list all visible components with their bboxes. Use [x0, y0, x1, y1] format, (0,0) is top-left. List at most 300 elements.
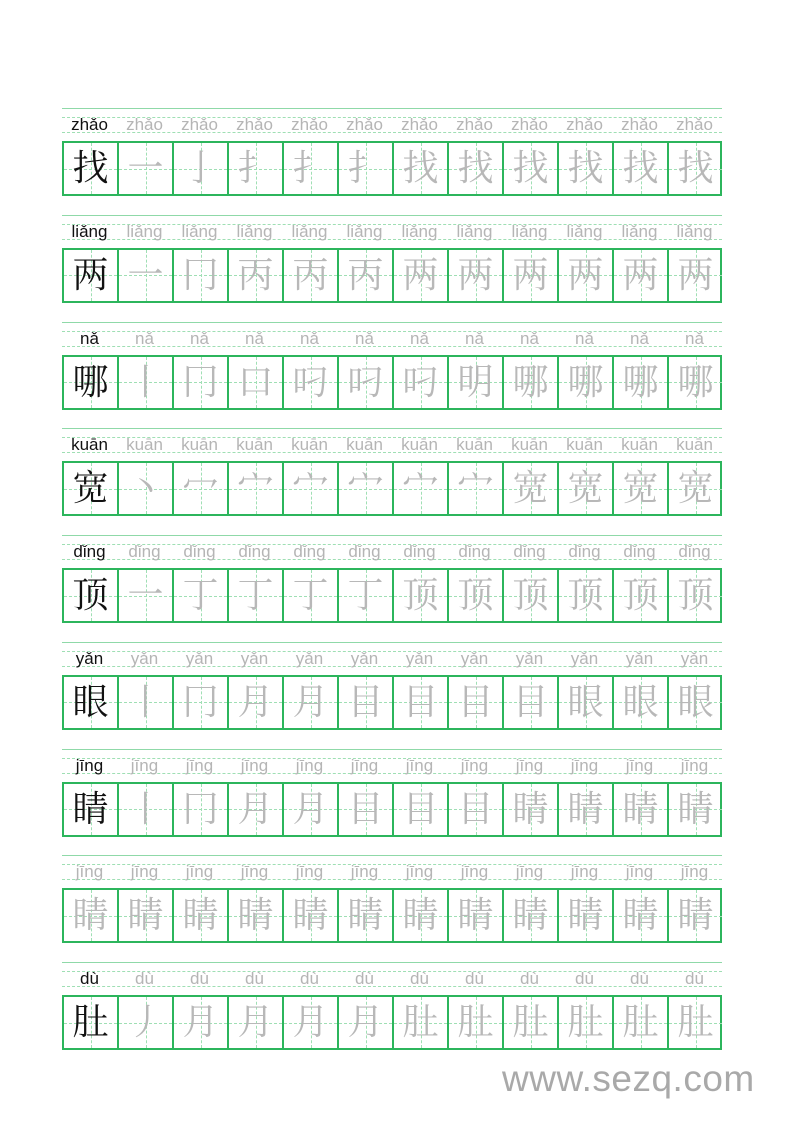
pinyin-top-line — [62, 642, 722, 643]
stroke-order-cell — [502, 143, 557, 194]
stroke-order-character: 睛 — [512, 788, 549, 830]
character-grid — [62, 141, 722, 196]
pinyin-trace: dù — [465, 969, 484, 988]
stroke-order-character: 睛 — [677, 788, 714, 830]
pinyin-trace: dǐng — [128, 542, 161, 561]
stroke-order-cell — [227, 677, 282, 728]
pinyin-trace: dù — [355, 969, 374, 988]
stroke-order-character: 明 — [457, 361, 494, 403]
stroke-order-character: 眼 — [567, 681, 604, 723]
stroke-order-character: 眼 — [622, 681, 659, 723]
character-grid — [62, 355, 722, 410]
stroke-order-cell — [172, 677, 227, 728]
stroke-order-cell — [227, 570, 282, 621]
stroke-order-character: 睛 — [347, 895, 384, 937]
pinyin-trace: zhǎo — [456, 115, 493, 134]
watermark: www.sezq.com — [502, 1058, 755, 1099]
stroke-order-cell — [502, 997, 557, 1048]
practice-row — [62, 428, 722, 517]
pinyin-trace: jīng — [240, 862, 269, 882]
pinyin-trace: yǎn — [680, 648, 709, 668]
pinyin-trace: nǎ — [575, 328, 594, 348]
pinyin-trace: nǎ — [410, 328, 429, 348]
stroke-order-cell — [227, 784, 282, 835]
stroke-order-cell — [392, 143, 447, 194]
pinyin-trace: nǎ — [245, 328, 264, 348]
stroke-order-cell — [502, 570, 557, 621]
character-grid — [62, 675, 722, 730]
model-character: 宽 — [72, 468, 109, 510]
pinyin-trace: kuān — [511, 435, 548, 455]
pinyin-top-line — [62, 749, 722, 750]
stroke-order-cell — [392, 890, 447, 941]
pinyin-trace: nǎ — [685, 328, 704, 348]
stroke-order-cell — [667, 250, 722, 301]
model-character: 睛 — [72, 788, 109, 830]
stroke-order-cell — [337, 997, 392, 1048]
stroke-order-character: 丿 — [127, 1002, 164, 1043]
pinyin-trace: jīng — [625, 862, 654, 882]
pinyin-trace: jīng — [405, 862, 434, 882]
stroke-order-character: 睛 — [567, 895, 604, 937]
pinyin-trace: liǎng — [456, 221, 493, 241]
stroke-order-cell — [172, 570, 227, 621]
stroke-order-cell — [612, 890, 667, 941]
practice-row — [62, 642, 722, 731]
stroke-order-cell — [502, 890, 557, 941]
pinyin-trace: yǎn — [460, 648, 489, 668]
stroke-order-cell — [282, 250, 337, 301]
pinyin-trace: liǎng — [291, 221, 328, 241]
stroke-order-cell — [172, 143, 227, 194]
stroke-order-cell — [447, 143, 502, 194]
stroke-order-character: 月 — [237, 1002, 274, 1043]
pinyin-trace: kuān — [456, 435, 493, 455]
pinyin-trace: nǎ — [630, 328, 649, 348]
pinyin-trace: zhǎo — [126, 115, 163, 134]
stroke-order-character: 肚 — [677, 1002, 714, 1043]
stroke-order-cell — [172, 357, 227, 408]
stroke-order-character: 找 — [622, 148, 659, 189]
pinyin-trace: jīng — [625, 755, 654, 775]
pinyin-trace: dǐng — [568, 542, 601, 561]
stroke-order-cell — [502, 784, 557, 835]
stroke-order-character: 叼 — [292, 361, 329, 403]
pinyin-top-line — [62, 855, 722, 856]
pinyin-top-line — [62, 962, 722, 963]
stroke-order-cell — [337, 890, 392, 941]
pinyin-label: nǎ — [80, 328, 99, 348]
pinyin-trace: jīng — [515, 862, 544, 882]
pinyin-trace: jīng — [295, 862, 324, 882]
pinyin-trace: dù — [630, 969, 649, 988]
stroke-order-cell — [282, 357, 337, 408]
pinyin-trace: nǎ — [135, 328, 154, 348]
stroke-order-character: 月 — [292, 788, 329, 830]
pinyin-trace: dǐng — [238, 542, 271, 561]
character-grid — [62, 782, 722, 837]
pinyin-trace: jīng — [130, 755, 159, 775]
stroke-order-cell — [172, 997, 227, 1048]
stroke-order-cell — [337, 463, 392, 514]
stroke-order-cell — [447, 357, 502, 408]
stroke-order-cell — [612, 570, 667, 621]
pinyin-trace: liǎng — [566, 221, 603, 241]
pinyin-trace: liǎng — [346, 221, 383, 241]
pinyin-label: zhǎo — [71, 115, 108, 134]
stroke-order-character: 肚 — [512, 1002, 549, 1043]
stroke-order-cell — [612, 250, 667, 301]
pinyin-trace: kuān — [346, 435, 383, 455]
stroke-order-cell — [447, 570, 502, 621]
pinyin-trace: nǎ — [355, 328, 374, 348]
pinyin-trace: dù — [245, 969, 264, 988]
stroke-order-character: 睛 — [237, 895, 274, 937]
pinyin-trace: dǐng — [403, 542, 436, 561]
stroke-order-cell — [392, 250, 447, 301]
stroke-order-cell — [612, 784, 667, 835]
pinyin-trace: yǎn — [515, 648, 544, 668]
stroke-order-character: 亅 — [182, 148, 219, 189]
pinyin-trace: jīng — [130, 862, 159, 882]
stroke-order-character: 睛 — [512, 895, 549, 937]
stroke-order-character: 找 — [677, 148, 714, 189]
stroke-order-character: 一 — [127, 575, 164, 616]
pinyin-trace: nǎ — [190, 328, 209, 348]
stroke-order-character: 睛 — [402, 895, 439, 937]
pinyin-trace: dǐng — [678, 542, 711, 561]
pinyin-label: liǎng — [71, 221, 108, 241]
stroke-order-character: 月 — [182, 1002, 219, 1043]
stroke-order-cell — [172, 784, 227, 835]
stroke-order-cell — [337, 570, 392, 621]
pinyin-row — [62, 539, 722, 565]
pinyin-trace: liǎng — [621, 221, 658, 241]
stroke-order-character: 冂 — [182, 254, 219, 296]
stroke-order-character: 宽 — [512, 468, 549, 510]
character-grid — [62, 568, 722, 623]
stroke-order-cell — [227, 357, 282, 408]
pinyin-trace: zhǎo — [291, 115, 328, 134]
stroke-order-character: 睛 — [622, 895, 659, 937]
stroke-order-character: 丁 — [182, 575, 219, 616]
model-character: 顶 — [72, 575, 109, 616]
stroke-order-character: 睛 — [622, 788, 659, 830]
stroke-order-cell — [612, 143, 667, 194]
stroke-order-character: 宀 — [292, 468, 329, 510]
pinyin-trace: jīng — [240, 755, 269, 775]
stroke-order-cell — [557, 677, 612, 728]
stroke-order-character: 找 — [567, 148, 604, 189]
stroke-order-character: 宽 — [677, 468, 714, 510]
pinyin-trace: liǎng — [181, 221, 218, 241]
pinyin-trace: zhǎo — [181, 115, 218, 134]
stroke-order-character: 顶 — [677, 575, 714, 616]
pinyin-trace: jīng — [295, 755, 324, 775]
stroke-order-cell — [447, 677, 502, 728]
pinyin-trace: yǎn — [185, 648, 214, 668]
stroke-order-cell — [502, 677, 557, 728]
stroke-order-cell — [117, 250, 172, 301]
pinyin-trace: liǎng — [236, 221, 273, 241]
stroke-order-cell — [172, 250, 227, 301]
pinyin-trace: dù — [300, 969, 319, 988]
stroke-order-character: 目 — [457, 681, 494, 723]
stroke-order-cell — [117, 570, 172, 621]
stroke-order-character: 睛 — [677, 895, 714, 937]
stroke-order-cell — [667, 357, 722, 408]
stroke-order-character: 丁 — [292, 575, 329, 616]
trace-cell — [64, 890, 117, 941]
pinyin-trace: jīng — [75, 862, 104, 882]
stroke-order-cell — [117, 784, 172, 835]
model-cell — [64, 143, 117, 194]
stroke-order-character: 顶 — [622, 575, 659, 616]
model-character: 眼 — [72, 681, 109, 723]
stroke-order-cell — [612, 463, 667, 514]
stroke-order-character: 宀 — [237, 468, 274, 510]
stroke-order-character: 睛 — [567, 788, 604, 830]
stroke-order-character: 目 — [457, 788, 494, 830]
stroke-order-character: 两 — [512, 254, 549, 296]
stroke-order-cell — [117, 357, 172, 408]
pinyin-trace: jīng — [185, 755, 214, 775]
pinyin-top-line — [62, 535, 722, 536]
stroke-order-character: 冂 — [182, 361, 219, 403]
practice-row — [62, 855, 722, 944]
pinyin-trace: yǎn — [625, 648, 654, 668]
stroke-order-cell — [227, 997, 282, 1048]
stroke-order-character: 找 — [512, 148, 549, 189]
pinyin-row — [62, 112, 722, 138]
practice-row — [62, 215, 722, 304]
stroke-order-cell — [447, 784, 502, 835]
stroke-order-character: 扌 — [237, 148, 274, 189]
stroke-order-cell — [557, 890, 612, 941]
stroke-order-cell — [392, 784, 447, 835]
stroke-order-cell — [557, 143, 612, 194]
stroke-order-character: 月 — [292, 681, 329, 723]
stroke-order-cell — [557, 357, 612, 408]
stroke-order-character: 宽 — [622, 468, 659, 510]
pinyin-trace: kuān — [676, 435, 713, 455]
stroke-order-cell — [227, 250, 282, 301]
pinyin-trace: jīng — [680, 755, 709, 775]
stroke-order-character: 肚 — [457, 1002, 494, 1043]
stroke-order-character: 顶 — [567, 575, 604, 616]
stroke-order-cell — [117, 677, 172, 728]
stroke-order-character: 宀 — [347, 468, 384, 510]
stroke-order-character: 月 — [237, 788, 274, 830]
stroke-order-character: 丁 — [237, 575, 274, 616]
character-grid — [62, 461, 722, 516]
pinyin-trace: kuān — [621, 435, 658, 455]
stroke-order-character: 找 — [402, 148, 439, 189]
pinyin-trace: jīng — [460, 755, 489, 775]
pinyin-trace: dǐng — [513, 542, 546, 561]
stroke-order-character: 肚 — [402, 1002, 439, 1043]
practice-row — [62, 322, 722, 411]
stroke-order-character: 丁 — [347, 575, 384, 616]
model-character: 哪 — [72, 361, 109, 403]
practice-row — [62, 108, 722, 197]
model-character: 两 — [72, 254, 109, 296]
stroke-order-cell — [612, 357, 667, 408]
stroke-order-character: 扌 — [347, 148, 384, 189]
model-cell — [64, 997, 117, 1048]
stroke-order-character: 两 — [622, 254, 659, 296]
pinyin-trace: dù — [135, 969, 154, 988]
pinyin-trace: dǐng — [183, 542, 216, 561]
stroke-order-character: 睛 — [182, 895, 219, 937]
stroke-order-cell — [612, 677, 667, 728]
stroke-order-cell — [337, 250, 392, 301]
stroke-order-character: 丙 — [292, 254, 329, 296]
pinyin-trace: jīng — [515, 755, 544, 775]
pinyin-trace: dù — [520, 969, 539, 988]
pinyin-label: yǎn — [75, 648, 104, 668]
pinyin-trace: zhǎo — [236, 115, 273, 134]
pinyin-trace: nǎ — [465, 328, 484, 348]
pinyin-trace: zhǎo — [346, 115, 383, 134]
stroke-order-cell — [337, 357, 392, 408]
pinyin-trace: yǎn — [130, 648, 159, 668]
pinyin-top-line — [62, 322, 722, 323]
pinyin-label: dǐng — [73, 542, 106, 561]
stroke-order-character: 丙 — [347, 254, 384, 296]
pinyin-label: kuān — [71, 435, 108, 455]
pinyin-trace: dǐng — [458, 542, 491, 561]
stroke-order-character: 睛 — [127, 895, 164, 937]
pinyin-trace: liǎng — [676, 221, 713, 241]
stroke-order-character: 顶 — [512, 575, 549, 616]
pinyin-trace: kuān — [401, 435, 438, 455]
stroke-order-character: 冂 — [182, 681, 219, 723]
pinyin-trace: jīng — [570, 755, 599, 775]
stroke-order-character: 肚 — [622, 1002, 659, 1043]
stroke-order-cell — [282, 784, 337, 835]
character-grid — [62, 888, 722, 943]
stroke-order-cell — [557, 784, 612, 835]
pinyin-trace: zhǎo — [511, 115, 548, 134]
stroke-order-character: 肚 — [567, 1002, 604, 1043]
pinyin-trace: jīng — [460, 862, 489, 882]
pinyin-trace: yǎn — [240, 648, 269, 668]
pinyin-trace: yǎn — [570, 648, 599, 668]
model-character: 肚 — [72, 1002, 109, 1043]
pinyin-trace: zhǎo — [401, 115, 438, 134]
stroke-order-character: 哪 — [567, 361, 604, 403]
stroke-order-cell — [447, 997, 502, 1048]
stroke-order-cell — [502, 463, 557, 514]
stroke-order-character: 目 — [347, 681, 384, 723]
pinyin-trace: jīng — [185, 862, 214, 882]
stroke-order-character: 叼 — [402, 361, 439, 403]
stroke-order-cell — [117, 143, 172, 194]
pinyin-row — [62, 326, 722, 352]
practice-row — [62, 962, 722, 1051]
pinyin-trace: jīng — [680, 862, 709, 882]
stroke-order-character: 一 — [127, 148, 164, 189]
pinyin-row — [62, 966, 722, 992]
stroke-order-character: 冂 — [182, 788, 219, 830]
stroke-order-character: 叼 — [347, 361, 384, 403]
pinyin-trace: dǐng — [348, 542, 381, 561]
stroke-order-character: 月 — [292, 1002, 329, 1043]
stroke-order-cell — [667, 997, 722, 1048]
stroke-order-cell — [667, 463, 722, 514]
model-cell — [64, 784, 117, 835]
stroke-order-cell — [392, 463, 447, 514]
stroke-order-character: 丨 — [127, 361, 164, 403]
stroke-order-cell — [557, 997, 612, 1048]
stroke-order-cell — [117, 463, 172, 514]
pinyin-trace: yǎn — [350, 648, 379, 668]
stroke-order-cell — [392, 570, 447, 621]
pinyin-label: dù — [80, 969, 99, 988]
stroke-order-character: 丨 — [127, 681, 164, 723]
stroke-order-cell — [557, 463, 612, 514]
stroke-order-cell — [172, 463, 227, 514]
model-cell — [64, 570, 117, 621]
stroke-order-character: 找 — [457, 148, 494, 189]
character-grid — [62, 248, 722, 303]
pinyin-trace: dù — [575, 969, 594, 988]
stroke-order-character: 睛 — [292, 895, 329, 937]
model-cell — [64, 463, 117, 514]
stroke-order-character: 目 — [402, 681, 439, 723]
stroke-order-cell — [392, 357, 447, 408]
stroke-order-character: 目 — [402, 788, 439, 830]
pinyin-top-line — [62, 108, 722, 109]
stroke-order-cell — [282, 890, 337, 941]
pinyin-trace: zhǎo — [621, 115, 658, 134]
stroke-order-cell — [227, 890, 282, 941]
stroke-order-cell — [172, 890, 227, 941]
stroke-order-cell — [227, 143, 282, 194]
pinyin-trace: kuān — [236, 435, 273, 455]
stroke-order-cell — [337, 784, 392, 835]
pinyin-trace: jīng — [570, 862, 599, 882]
pinyin-trace: dǐng — [293, 542, 326, 561]
pinyin-top-line — [62, 428, 722, 429]
stroke-order-character: 丙 — [237, 254, 274, 296]
pinyin-trace: liǎng — [511, 221, 548, 241]
stroke-order-cell — [337, 143, 392, 194]
stroke-order-character: 两 — [457, 254, 494, 296]
stroke-order-character: 宀 — [402, 468, 439, 510]
stroke-order-cell — [282, 143, 337, 194]
pinyin-row — [62, 219, 722, 245]
practice-row — [62, 535, 722, 624]
stroke-order-character: 宀 — [457, 468, 494, 510]
model-cell — [64, 250, 117, 301]
stroke-order-character: 丶 — [127, 468, 164, 510]
stroke-order-character: 月 — [347, 1002, 384, 1043]
pinyin-trace: zhǎo — [676, 115, 713, 134]
pinyin-trace: liǎng — [126, 221, 163, 241]
model-character: 找 — [72, 148, 109, 189]
pinyin-row — [62, 753, 722, 779]
stroke-order-cell — [667, 890, 722, 941]
pinyin-trace: kuān — [181, 435, 218, 455]
stroke-order-cell — [447, 463, 502, 514]
stroke-order-character: 睛 — [457, 895, 494, 937]
stroke-order-character: 哪 — [677, 361, 714, 403]
stroke-order-cell — [282, 570, 337, 621]
stroke-order-character: 顶 — [402, 575, 439, 616]
pinyin-trace: dù — [685, 969, 704, 988]
